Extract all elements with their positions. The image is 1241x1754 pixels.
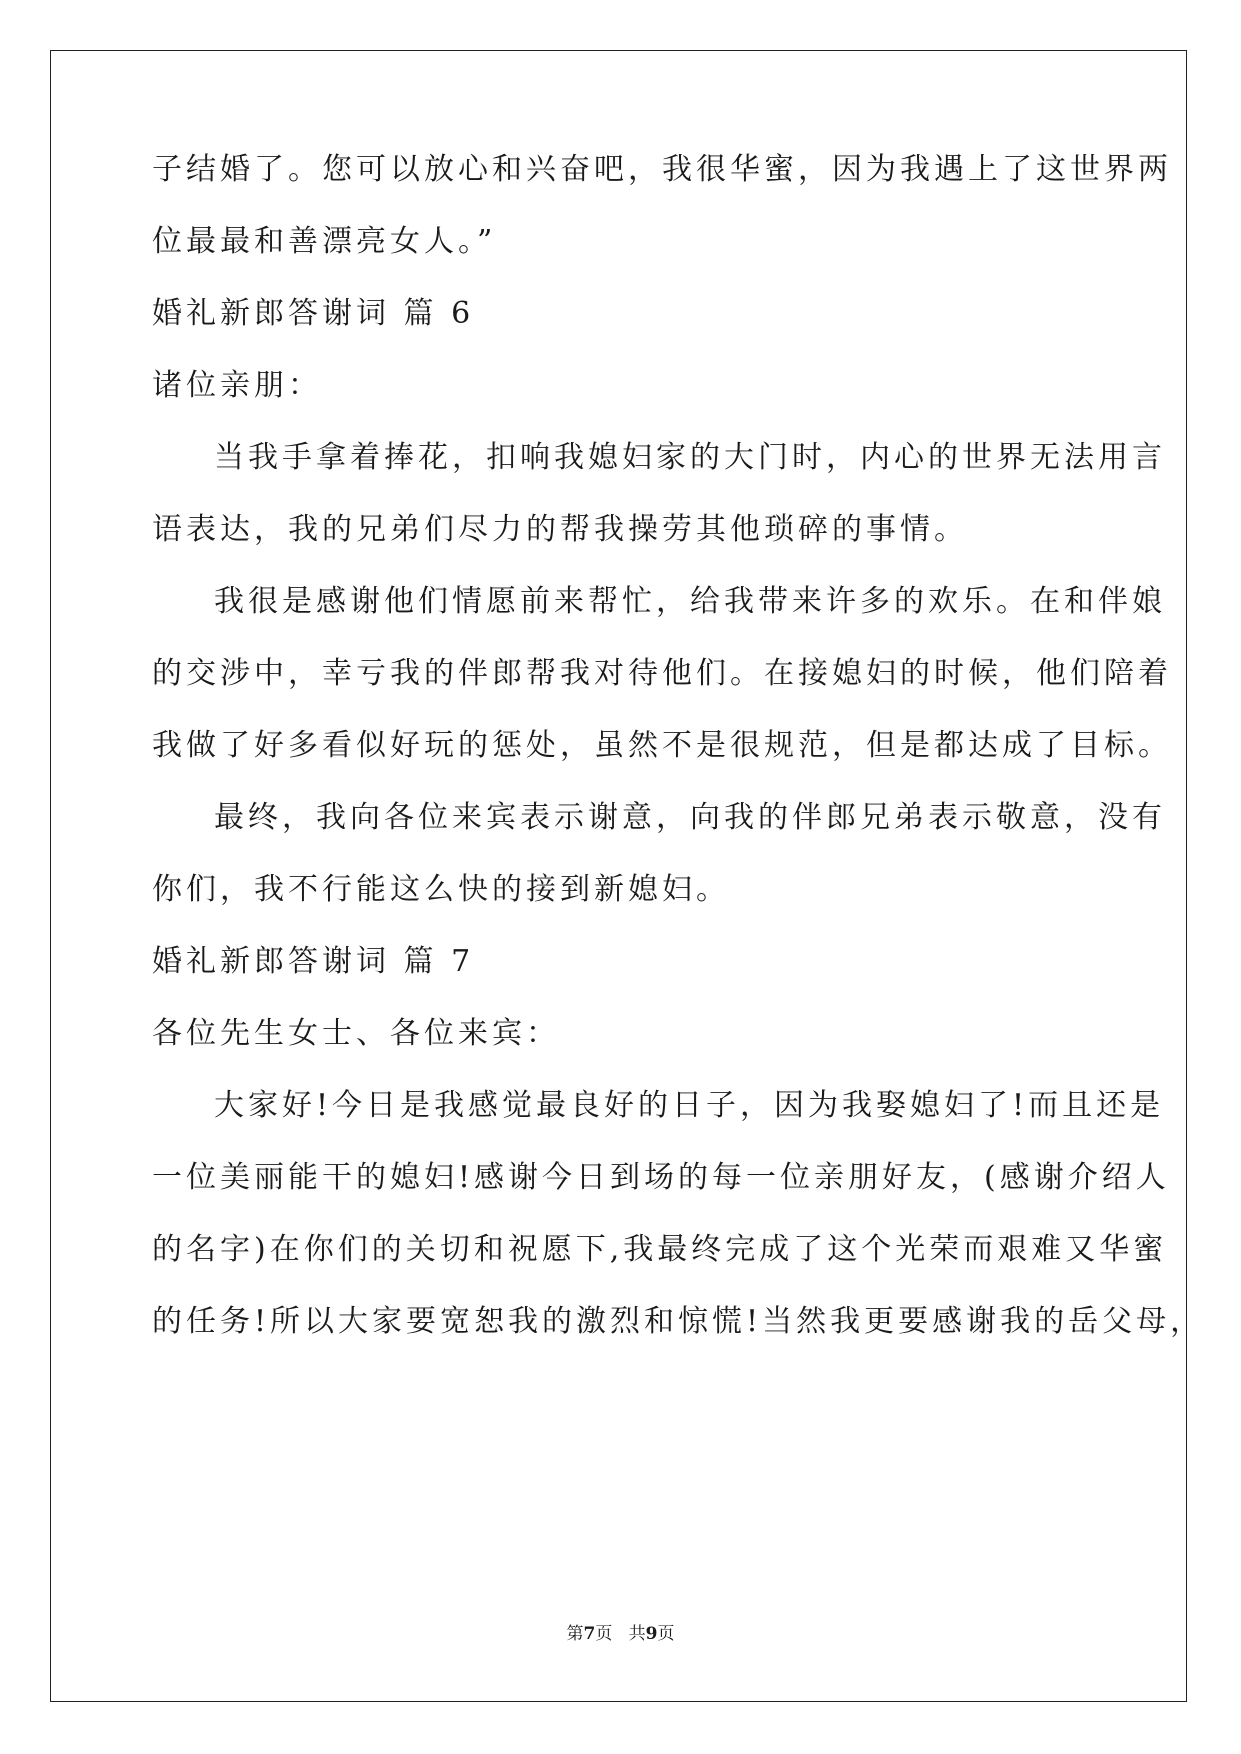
body-paragraph-line: 的任务!所以大家要宽恕我的激烈和惊慌!当然我更要感谢我的岳父母， xyxy=(152,1304,1205,1339)
body-paragraph-line: 子结婚了。您可以放心和兴奋吧，我很华蜜，因为我遇上了这世界两 xyxy=(152,152,1172,187)
body-paragraph-line: 的交涉中，幸亏我的伴郎帮我对待他们。在接媳妇的时候，他们陪着 xyxy=(152,656,1172,691)
total-page-number: 9 xyxy=(645,1624,658,1644)
body-paragraph-line: 我做了好多看似好玩的惩处，虽然不是很规范，但是都达成了目标。 xyxy=(152,728,1172,763)
footer-middle: 页 共 xyxy=(595,1624,646,1644)
section-heading: 婚礼新郎答谢词 篇 6 xyxy=(152,296,475,331)
salutation: 各位先生女士、各位来宾： xyxy=(152,1016,560,1051)
salutation: 诸位亲朋： xyxy=(152,368,322,403)
body-paragraph-line: 你们，我不行能这么快的接到新媳妇。 xyxy=(152,872,730,907)
footer-suffix: 页 xyxy=(657,1624,675,1644)
body-paragraph-line: 的名字)在你们的关切和祝愿下,我最终完成了这个光荣而艰难又华蜜 xyxy=(152,1232,1168,1267)
body-paragraph-line: 语表达，我的兄弟们尽力的帮我操劳其他琐碎的事情。 xyxy=(152,512,968,547)
footer-prefix: 第 xyxy=(566,1624,584,1644)
body-paragraph-line: 位最最和善漂亮女人。” xyxy=(152,224,497,259)
current-page-number: 7 xyxy=(583,1624,596,1644)
body-paragraph-line: 大家好!今日是我感觉最良好的日子，因为我娶媳妇了!而且还是 xyxy=(214,1088,1165,1123)
page-footer xyxy=(0,1622,1241,1646)
body-paragraph-line: 当我手拿着捧花，扣响我媳妇家的大门时，内心的世界无法用言 xyxy=(214,440,1166,475)
body-paragraph-line: 最终，我向各位来宾表示谢意，向我的伴郎兄弟表示敬意，没有 xyxy=(214,800,1166,835)
body-paragraph-line: 一位美丽能干的媳妇!感谢今日到场的每一位亲朋好友，(感谢介绍人 xyxy=(152,1160,1170,1195)
section-heading: 婚礼新郎答谢词 篇 7 xyxy=(152,944,475,979)
body-paragraph-line: 我很是感谢他们情愿前来帮忙，给我带来许多的欢乐。在和伴娘 xyxy=(214,584,1166,619)
